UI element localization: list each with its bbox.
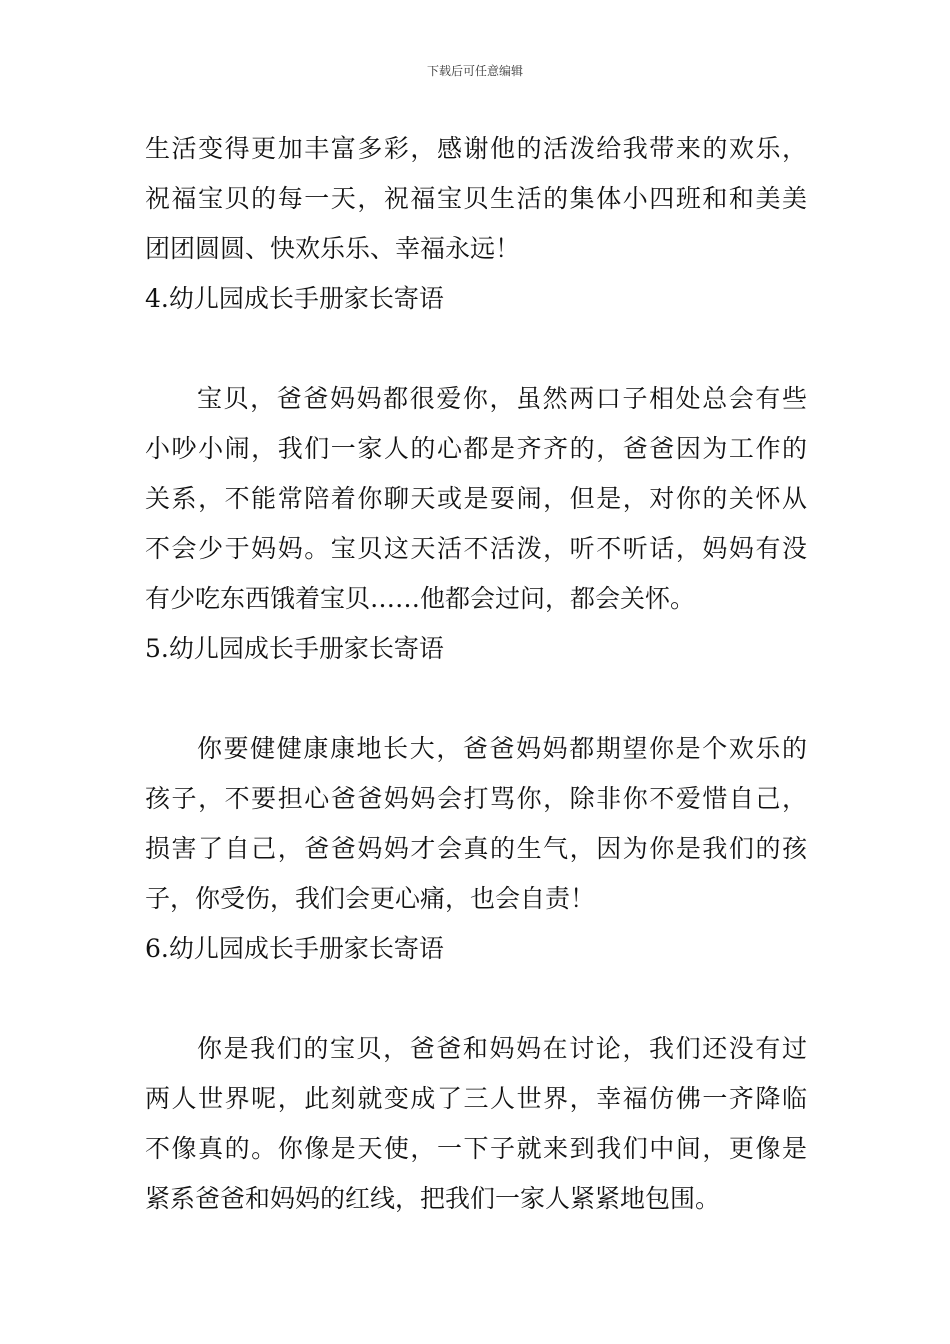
text-line: 孩子，不要担心爸爸妈妈会打骂你，除非你不爱惜自己，: [145, 784, 807, 813]
section-heading-6: 6.幼儿园成长手册家长寄语: [145, 934, 444, 963]
text-line: 团团圆圆、快欢乐乐、幸福永远！: [145, 234, 521, 263]
text-line: 祝福宝贝的每一天，祝福宝贝生活的集体小四班和和美美: [145, 184, 807, 213]
document-body: [145, 128, 807, 1228]
paragraph-section-4: [145, 378, 807, 628]
paragraph-intro: [145, 128, 807, 278]
blank-line: [145, 978, 807, 1028]
text-line: 生活变得更加丰富多彩，感谢他的活泼给我带来的欢乐，: [145, 134, 807, 163]
blank-line: [145, 328, 807, 378]
text-line: 宝贝，爸爸妈妈都很爱你，虽然两口子相处总会有些: [197, 384, 807, 413]
text-line: 不像真的。你像是天使，一下子就来到我们中间，更像是: [145, 1134, 807, 1163]
section-heading-4: 4.幼儿园成长手册家长寄语: [145, 284, 444, 313]
text-line: 有少吃东西饿着宝贝……他都会过问，都会关怀。: [145, 584, 696, 613]
text-line: 关系，不能常陪着你聊天或是耍闹，但是，对你的关怀从: [145, 484, 807, 513]
text-line: 你要健健康康地长大，爸爸妈妈都期望你是个欢乐的: [197, 734, 807, 763]
text-line: 你是我们的宝贝，爸爸和妈妈在讨论，我们还没有过: [197, 1034, 807, 1063]
text-line: 紧系爸爸和妈妈的红线，把我们一家人紧紧地包围。: [145, 1184, 721, 1213]
text-line: 损害了自己，爸爸妈妈才会真的生气，因为你是我们的孩: [145, 834, 807, 863]
text-line: 小吵小闹，我们一家人的心都是齐齐的，爸爸因为工作的: [145, 434, 807, 463]
blank-line: [145, 678, 807, 728]
paragraph-section-6: [145, 1028, 807, 1228]
page-header-note: 下载后可任意编辑: [426, 64, 523, 78]
text-line: 两人世界呢，此刻就变成了三人世界，幸福仿佛一齐降临: [145, 1084, 807, 1113]
section-heading-5: 5.幼儿园成长手册家长寄语: [145, 634, 444, 663]
text-line: 不会少于妈妈。宝贝这天活不活泼，听不听话，妈妈有没: [145, 534, 807, 563]
text-line: 子，你受伤，我们会更心痛，也会自责！: [145, 884, 596, 913]
paragraph-section-5: [145, 728, 807, 928]
